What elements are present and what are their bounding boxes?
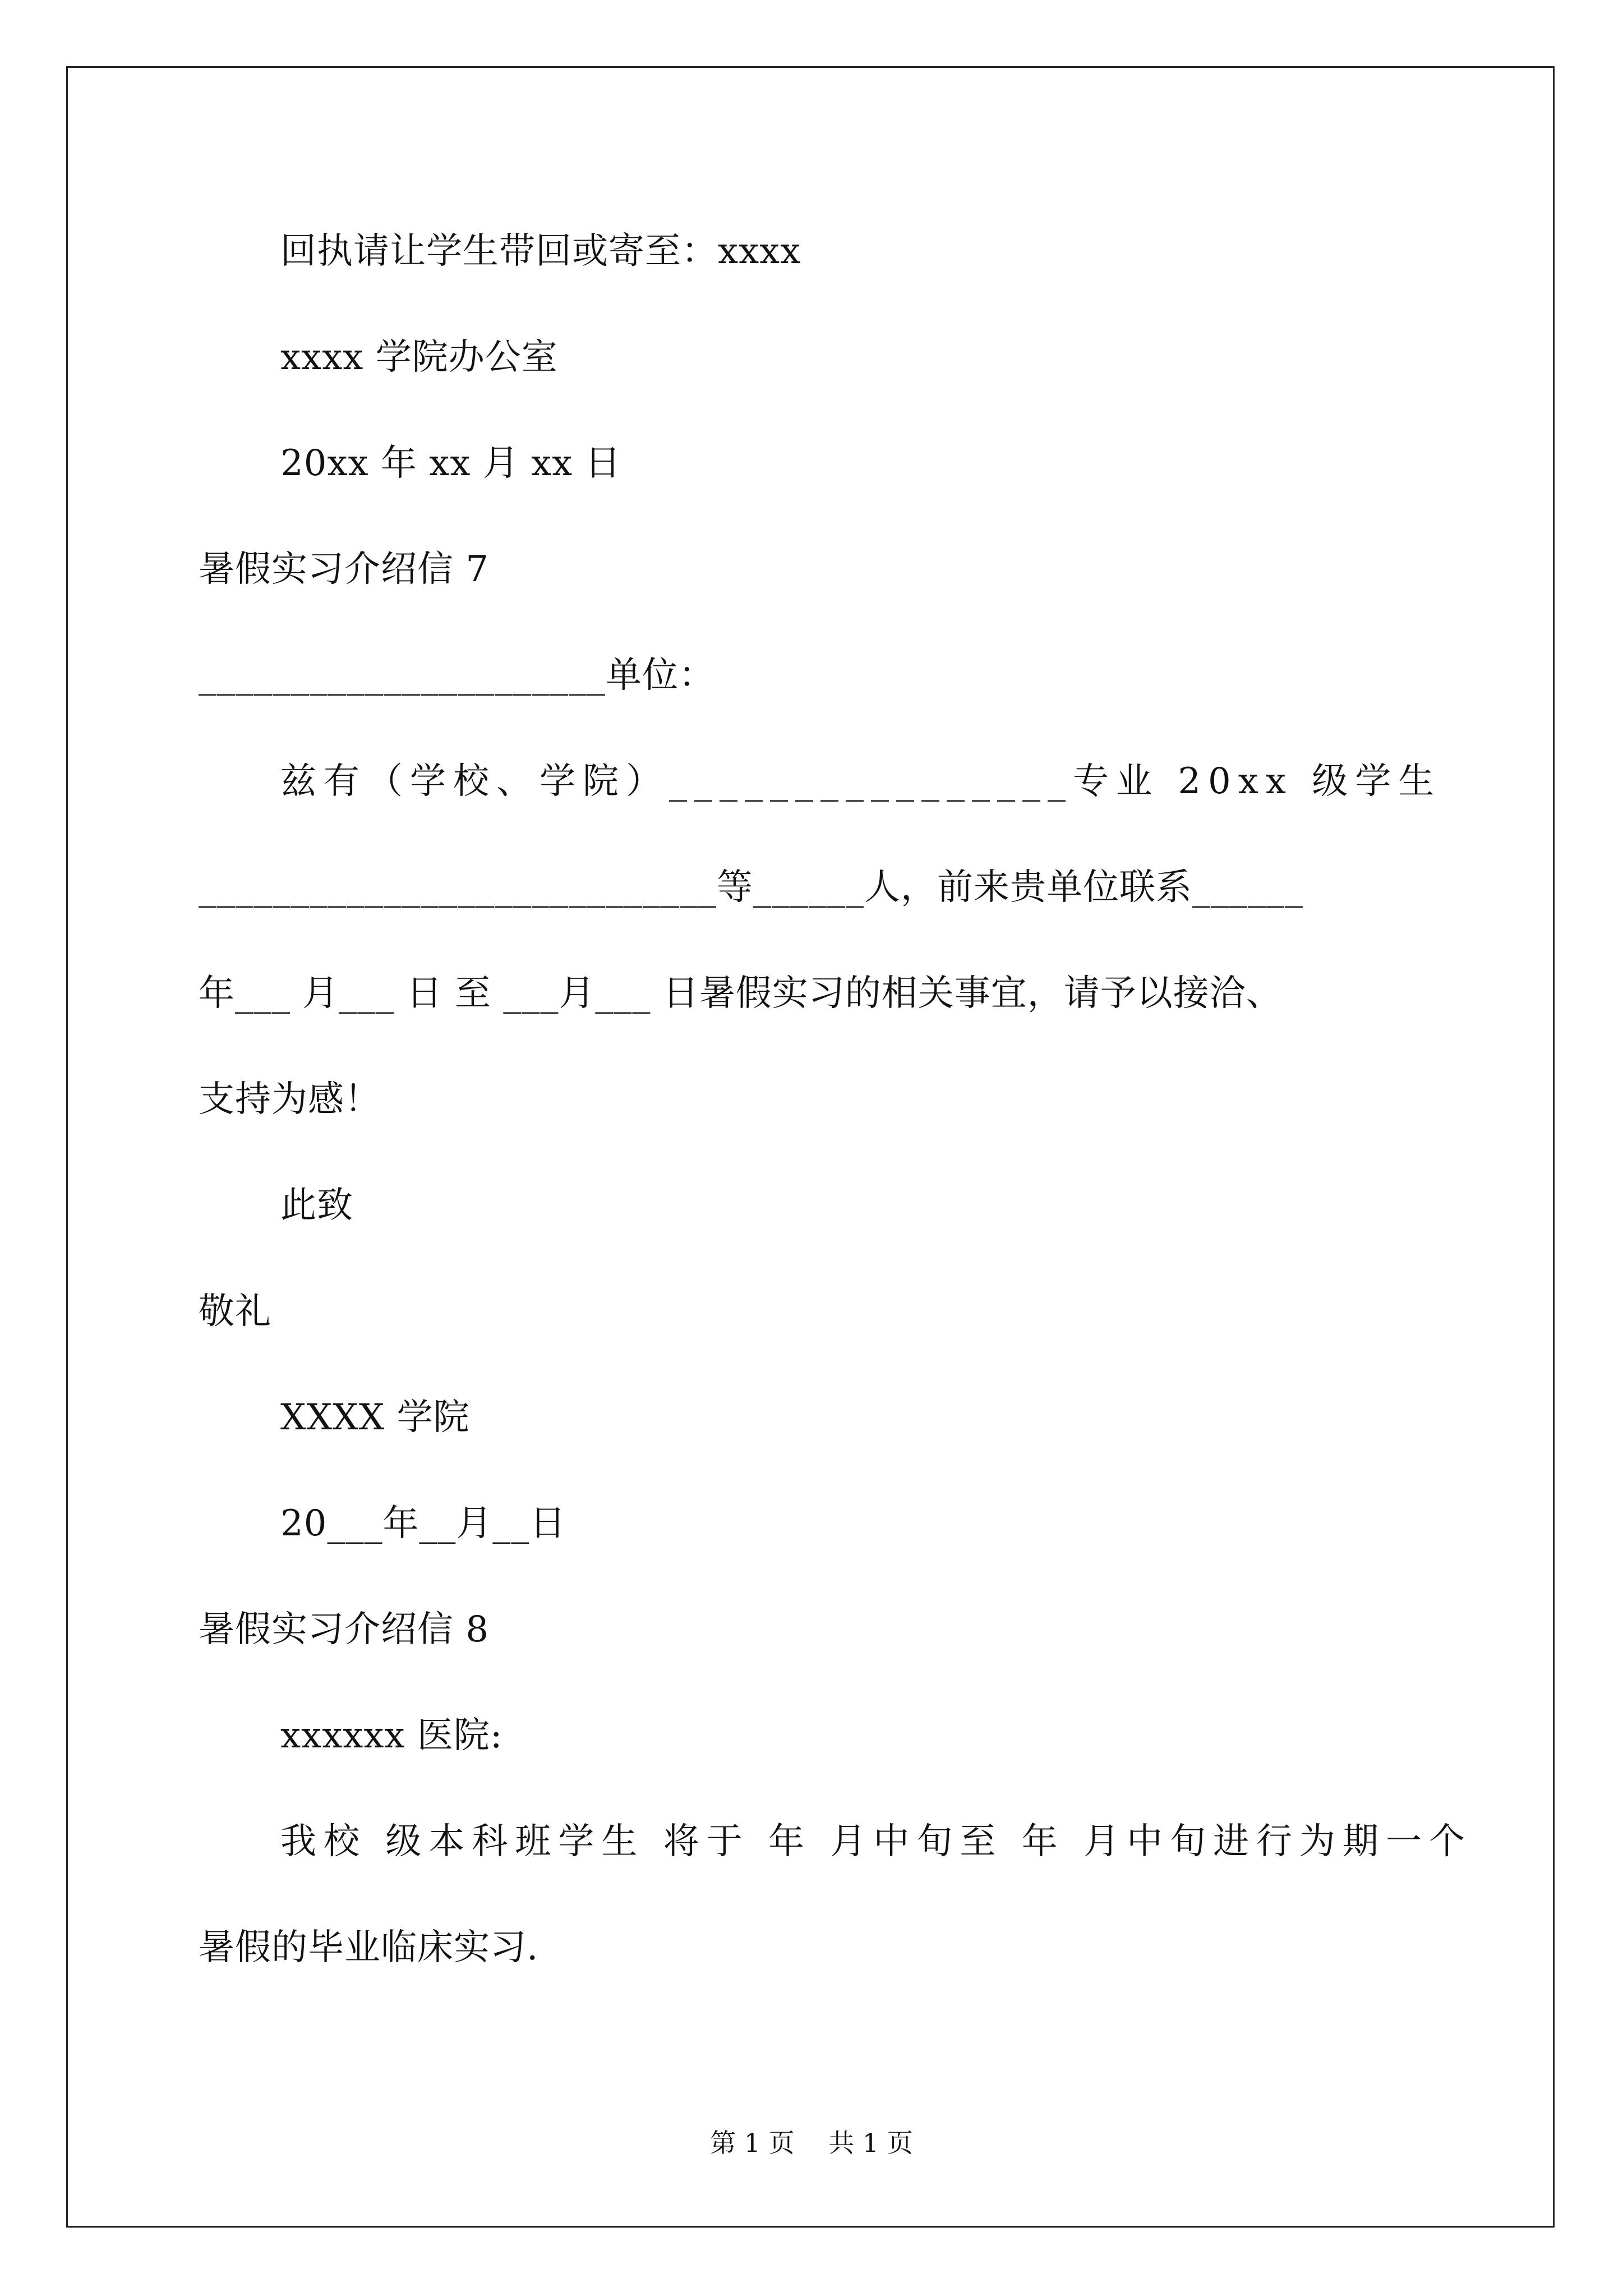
letter-7-body-line-3: 年___ 月___ 日 至 ___月___ 日暑假实习的相关事宜，请予以接洽、: [199, 973, 1283, 1014]
letter-7-closing: 此致: [280, 1185, 353, 1226]
letter-7-salutation: 敬礼: [199, 1291, 271, 1332]
letter-8-body-line-1: 我校 级本科班学生 将于 年 月中旬至 年 月中旬进行为期一个: [280, 1821, 1473, 1862]
letter-8-body-line-2: 暑假的毕业临床实习.: [199, 1927, 539, 1968]
letter-7-date: 20___年__月__日: [280, 1503, 566, 1544]
letter-7-signature: XXXX 学院: [280, 1397, 470, 1438]
letter-7-body-line-1: 兹有（学校、学院）________________专业 20xx 级学生: [280, 761, 1442, 802]
letter-8-recipient: xxxxxx 医院:: [280, 1715, 503, 1756]
letter-7-recipient: ______________________单位：: [199, 655, 715, 696]
letter-8-heading: 暑假实习介绍信 8: [199, 1609, 490, 1650]
letter-7-heading: 暑假实习介绍信 7: [199, 549, 490, 590]
sender-date: 20xx 年 xx 月 xx 日: [280, 443, 621, 484]
sender-office: xxxx 学院办公室: [280, 337, 558, 378]
return-address-line: 回执请让学生带回或寄至：xxxx: [280, 231, 801, 272]
letter-7-body-line-2: ____________________________等______人，前来贵单位联系______: [199, 867, 1303, 908]
letter-7-body-line-4: 支持为感！: [199, 1079, 381, 1120]
page-footer: 第 1 页 共 1 页: [710, 2128, 913, 2158]
page-border: [66, 66, 1555, 2228]
